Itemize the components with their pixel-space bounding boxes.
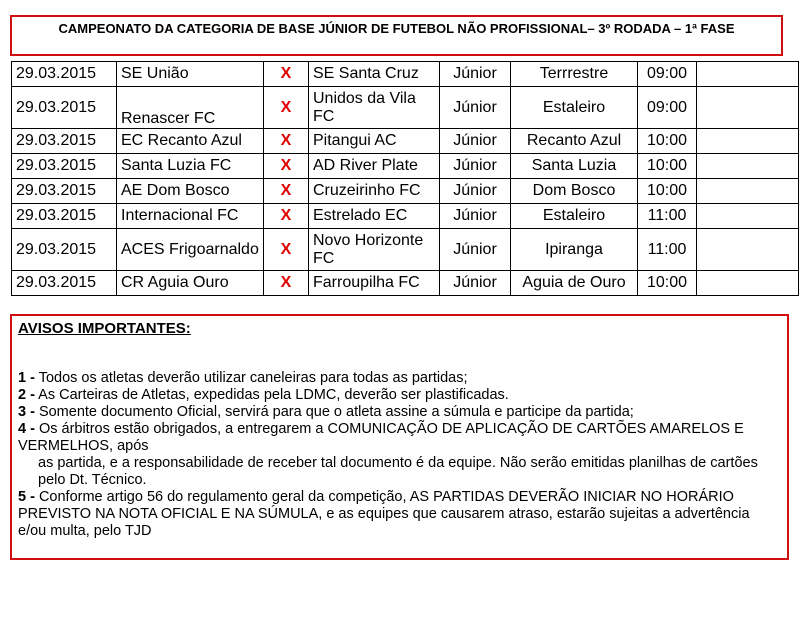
game-category: Júnior	[440, 129, 511, 154]
empty-cell	[697, 204, 799, 229]
home-team: Santa Luzia FC	[117, 154, 264, 179]
game-venue: Aguia de Ouro	[511, 271, 638, 296]
empty-cell	[697, 129, 799, 154]
game-date: 29.03.2015	[12, 204, 117, 229]
away-team: Pitangui AC	[309, 129, 440, 154]
game-category: Júnior	[440, 204, 511, 229]
game-category: Júnior	[440, 271, 511, 296]
game-date: 29.03.2015	[12, 229, 117, 271]
notice-text: As Carteiras de Atletas, expedidas pela LDMC, deverão ser plastificadas.	[34, 387, 509, 403]
versus-mark: X	[264, 129, 309, 154]
empty-cell	[697, 154, 799, 179]
game-time: 09:00	[638, 87, 697, 129]
notice-item	[18, 370, 781, 387]
empty-cell	[697, 271, 799, 296]
notice-number: 3 -	[18, 404, 35, 420]
notice-number: 2 -	[18, 387, 35, 403]
home-team: Internacional FC	[117, 204, 264, 229]
game-time: 10:00	[638, 271, 697, 296]
empty-cell	[697, 229, 799, 271]
game-category: Júnior	[440, 62, 511, 87]
notice-number: 1 -	[18, 370, 35, 386]
notice-item	[18, 404, 781, 421]
table-row	[12, 229, 799, 271]
table-row	[12, 154, 799, 179]
notices-box	[10, 314, 789, 560]
game-venue: Estaleiro	[511, 87, 638, 129]
game-venue: Dom Bosco	[511, 179, 638, 204]
game-category: Júnior	[440, 179, 511, 204]
games-table	[11, 61, 799, 296]
notices-title: AVISOS IMPORTANTES:	[18, 320, 191, 337]
game-time: 10:00	[638, 129, 697, 154]
notice-text: Os árbitros estão obrigados, a entregarem a COMUNICAÇÃO DE APLICAÇÃO DE CARTÕES AMARELOS E VERMELHOS, após	[18, 421, 744, 454]
game-date: 29.03.2015	[12, 179, 117, 204]
notice-number: 4 -	[18, 421, 35, 437]
table-row	[12, 271, 799, 296]
notice-text: Conforme artigo 56 do regulamento geral da competição, AS PARTIDAS DEVERÃO INICIAR NO HORÁRIO PREVISTO NA NOTA OFICIAL E NA SÚMULA, e as equipes que causarem atraso, estarão sujeitas a advertência e/ou multa, pelo TJD	[18, 489, 750, 539]
empty-cell	[697, 179, 799, 204]
game-category: Júnior	[440, 154, 511, 179]
table-row	[12, 62, 799, 87]
game-venue: Ipiranga	[511, 229, 638, 271]
notice-text: Somente documento Oficial, servirá para que o atleta assine a súmula e participe da partida;	[34, 404, 634, 420]
game-time: 09:00	[638, 62, 697, 87]
notice-text: as partida, e a responsabilidade de receber tal documento é da equipe. Não serão emitidas planilhas de cartões pelo Dt. Técnico.	[38, 455, 758, 488]
empty-cell	[697, 87, 799, 129]
game-date: 29.03.2015	[12, 87, 117, 129]
notice-item	[18, 387, 781, 404]
home-team: Renascer FC	[117, 87, 264, 129]
game-venue: Santa Luzia	[511, 154, 638, 179]
table-row	[12, 204, 799, 229]
versus-mark: X	[264, 179, 309, 204]
game-time: 10:00	[638, 179, 697, 204]
page-title: CAMPEONATO DA CATEGORIA DE BASE JÚNIOR DE FUTEBOL NÃO PROFISSIONAL– 3º RODADA – 1ª FASE	[58, 21, 735, 36]
home-team: SE União	[117, 62, 264, 87]
versus-mark: X	[264, 271, 309, 296]
away-team: Cruzeirinho FC	[309, 179, 440, 204]
versus-mark: X	[264, 204, 309, 229]
game-date: 29.03.2015	[12, 271, 117, 296]
home-team: AE Dom Bosco	[117, 179, 264, 204]
versus-mark: X	[264, 62, 309, 87]
game-time: 11:00	[638, 229, 697, 271]
versus-mark: X	[264, 229, 309, 271]
notice-item	[18, 455, 781, 489]
notice-item	[18, 421, 781, 455]
notices-list	[18, 370, 781, 540]
notice-number: 5 -	[18, 489, 35, 505]
game-category: Júnior	[440, 87, 511, 129]
table-row	[12, 179, 799, 204]
home-team: ACES Frigoarnaldo	[117, 229, 264, 271]
game-time: 11:00	[638, 204, 697, 229]
game-venue: Estaleiro	[511, 204, 638, 229]
home-team: EC Recanto Azul	[117, 129, 264, 154]
away-team: Estrelado EC	[309, 204, 440, 229]
game-date: 29.03.2015	[12, 154, 117, 179]
versus-mark: X	[264, 154, 309, 179]
game-venue: Recanto Azul	[511, 129, 638, 154]
away-team: Novo Horizonte FC	[309, 229, 440, 271]
away-team: Unidos da Vila FC	[309, 87, 440, 129]
away-team: Farroupilha FC	[309, 271, 440, 296]
table-row	[12, 129, 799, 154]
table-row	[12, 87, 799, 129]
notice-text: Todos os atletas deverão utilizar caneleiras para todas as partidas;	[34, 370, 468, 386]
title-box	[10, 15, 783, 56]
game-venue: Terrrestre	[511, 62, 638, 87]
game-category: Júnior	[440, 229, 511, 271]
game-date: 29.03.2015	[12, 62, 117, 87]
away-team: AD River Plate	[309, 154, 440, 179]
game-time: 10:00	[638, 154, 697, 179]
home-team: CR Aguia Ouro	[117, 271, 264, 296]
versus-mark: X	[264, 87, 309, 129]
game-date: 29.03.2015	[12, 129, 117, 154]
empty-cell	[697, 62, 799, 87]
away-team: SE Santa Cruz	[309, 62, 440, 87]
notice-item	[18, 489, 781, 540]
